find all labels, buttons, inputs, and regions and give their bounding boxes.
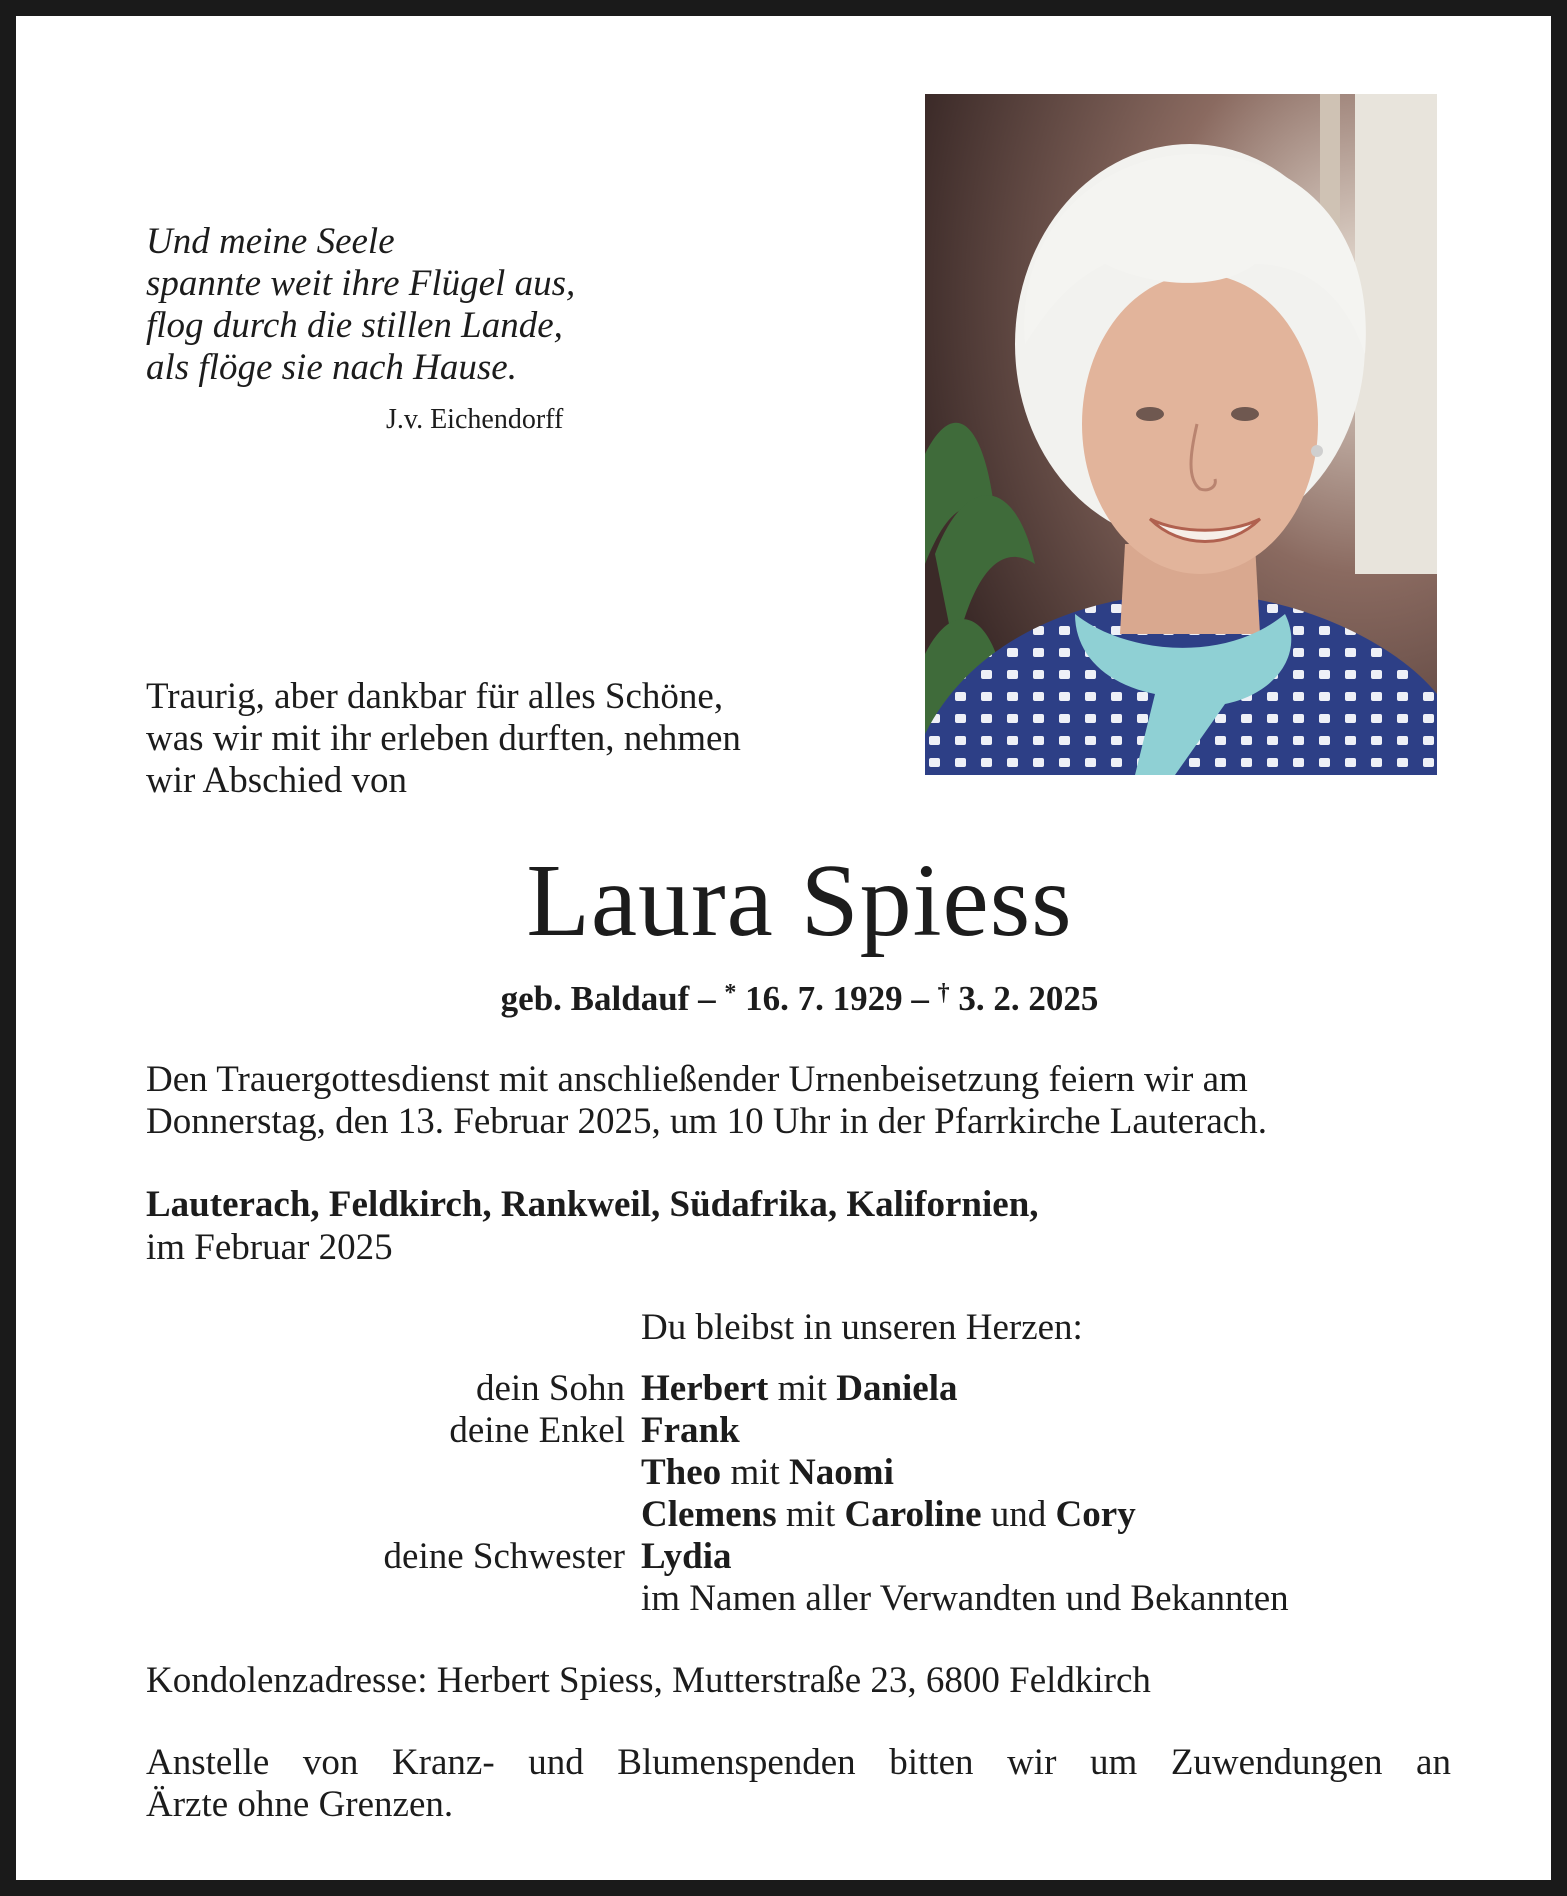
connector: und [990,1494,1047,1535]
family-row [16,1536,1551,1578]
relation-label: deine Enkel [449,1410,625,1451]
maiden-name: geb. Baldauf [500,979,690,1018]
birth-death-line [16,979,1567,1019]
connector: mit [730,1452,780,1493]
service-line: Den Trauergottesdienst mit anschließender Urnenbeisetzung feiern wir am [146,1059,1248,1100]
poem-line: flog durch die stillen Lande, [146,305,563,346]
relation-label: dein Sohn [475,1368,625,1409]
birth-date: 16. 7. 1929 [745,979,903,1018]
intro-line: wir Abschied von [146,760,408,801]
poem-line: als flöge sie nach Hause. [146,347,517,388]
family-row [16,1368,1551,1410]
donation-word: um [1089,1742,1138,1783]
family-name: Frank [641,1410,740,1451]
family-closing: im Namen aller Verwandten und Bekannten [641,1578,1289,1619]
donation-word: von [302,1742,359,1783]
donation-note [146,1742,1451,1826]
relation-names [641,1494,1136,1536]
separator: – [911,979,929,1018]
poem [146,221,646,389]
family-name: Theo [641,1452,722,1493]
family-name: Cory [1055,1494,1136,1535]
donation-word: an [1416,1742,1451,1783]
service-line: Donnerstag, den 13. Februar 2025, um 10 Uhr in der Pfarrkirche Lauterach. [146,1101,1267,1142]
obituary-notice [16,16,1551,1880]
portrait-photo [925,94,1437,775]
poem-author: J.v. Eichendorff [386,404,564,435]
family-row [16,1410,1551,1452]
donation-line [146,1742,1451,1784]
donation-word: Kranz- [391,1742,495,1783]
deceased-name: Laura Spiess [526,843,1073,958]
intro-line: Traurig, aber dankbar für alles Schöne, [146,676,724,717]
family-name: Clemens [641,1494,777,1535]
intro-line: was wir mit ihr erleben durften, nehmen [146,718,741,759]
death-date: 3. 2. 2025 [958,979,1099,1018]
donation-word: Blumenspenden [617,1742,856,1783]
portrait-illustration [925,94,1437,775]
connector: mit [785,1494,836,1535]
family-heading: Du bleibst in unseren Herzen: [641,1307,1083,1348]
relation-names [641,1368,958,1410]
intro-text [146,676,846,802]
donation-line: Ärzte ohne Grenzen. [146,1784,454,1825]
donation-word: Zuwendungen [1170,1742,1383,1783]
family-name: Lydia [641,1536,732,1577]
family-row [16,1578,1551,1620]
relation-names [641,1536,732,1578]
family-row [16,1494,1551,1536]
relation-label: deine Schwester [383,1536,625,1577]
death-symbol: † [937,980,950,1006]
poem-line: Und meine Seele [146,221,395,262]
family-name: Caroline [844,1494,982,1535]
family-name: Herbert [641,1368,769,1409]
places: Lauterach, Feldkirch, Rankweil, Südafrika, Kalifornien, [146,1184,1039,1225]
relation-names [641,1452,894,1494]
condolence-address: Kondolenzadresse: Herbert Spiess, Mutterstraße 23, 6800 Feldkirch [146,1660,1151,1701]
date-line: im Februar 2025 [146,1227,393,1268]
service-info [146,1059,1446,1143]
family-row [16,1452,1551,1494]
poem-line: spannte weit ihre Flügel aus, [146,263,576,304]
relation-names [641,1410,740,1452]
donation-word: bitten [889,1742,974,1783]
birth-symbol: * [724,980,737,1006]
separator: – [698,979,716,1018]
family-name: Naomi [789,1452,894,1493]
connector: mit [777,1368,827,1409]
donation-word: Anstelle [146,1742,270,1783]
donation-word: und [528,1742,584,1783]
donation-word: wir [1007,1742,1057,1783]
family-name: Daniela [836,1368,958,1409]
